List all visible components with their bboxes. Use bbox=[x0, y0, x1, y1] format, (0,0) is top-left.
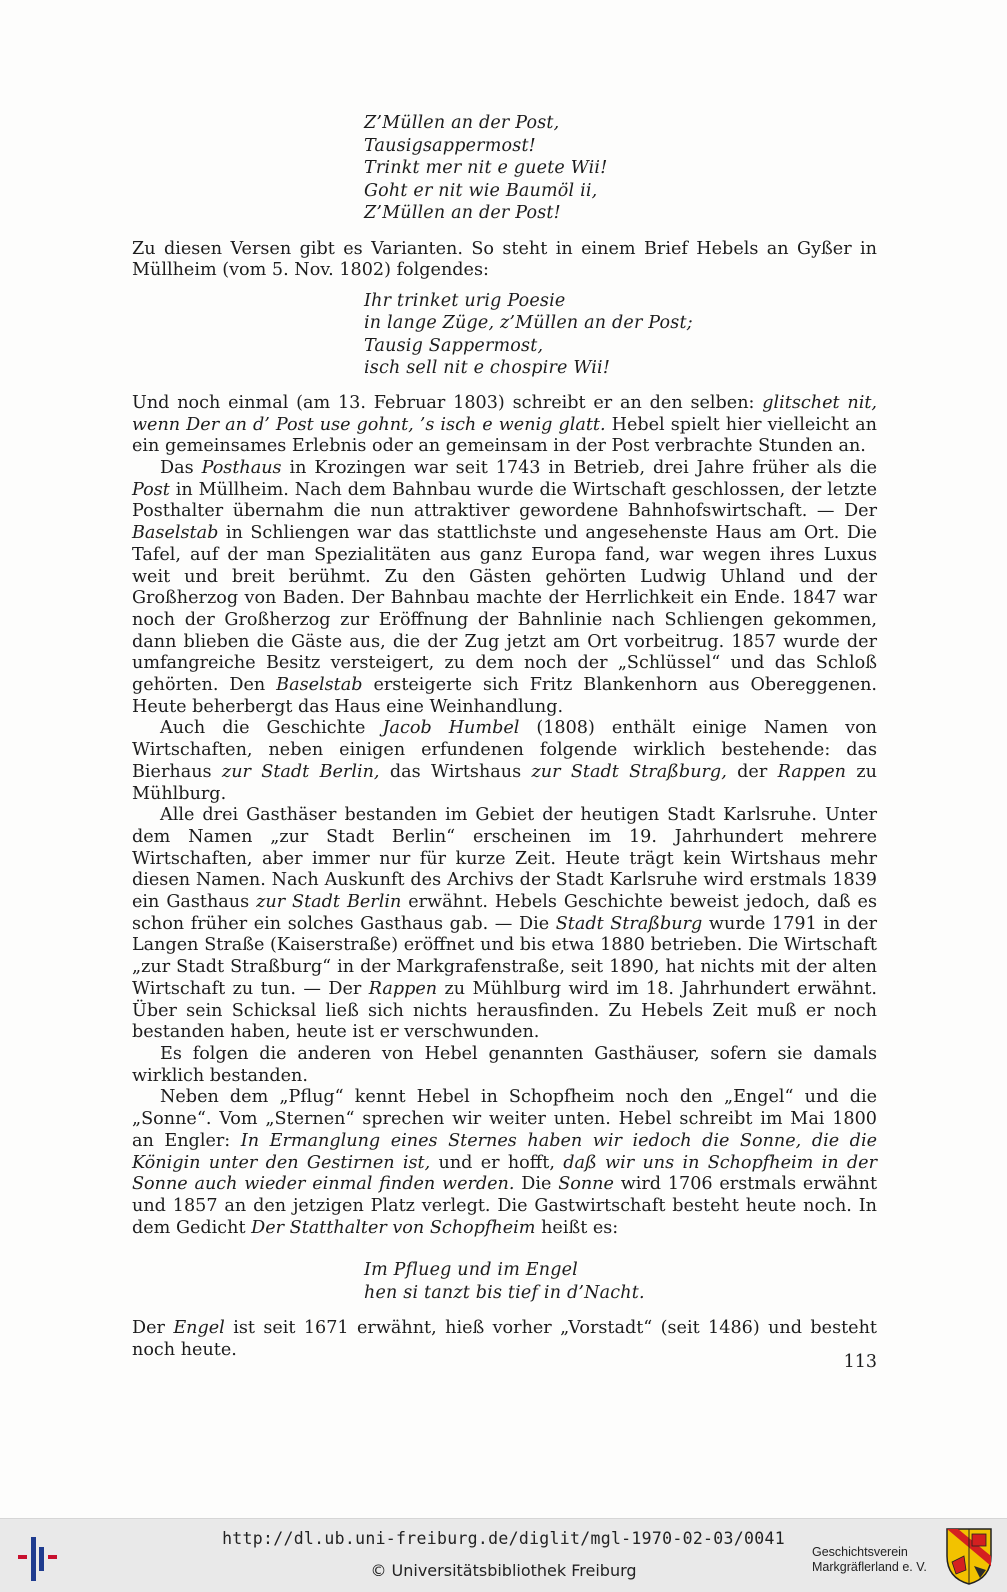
paragraph-jacob-humbel: Auch die Geschichte Jacob Humbel (1808) enthält einige Namen von Wirtschaften, neben einigen erfundenen folgende wirklich bestehende: das Bierhaus zur Stadt Berlin, das Wirtshaus zur Stadt Straßburg, der Rappen zu Mühlburg. bbox=[132, 718, 877, 804]
prose-block-1 bbox=[132, 239, 877, 282]
permalink-url[interactable]: http://dl.ub.uni-freiburg.de/diglit/mgl-1970-02-03/0041 bbox=[222, 1529, 785, 1548]
verse-line: Tausig Sappermost, bbox=[364, 335, 544, 356]
paragraph-posthaus: Das Posthaus in Krozingen war seit 1743 in Betrieb, drei Jahre früher als die Post in Müllheim. Nach dem Bahnbau wurde die Wirtschaft geschlossen, der letzte Posthalter übernahm die nun attraktiver gewordene Bahnhofswirtschaft. — Der Baselstab in Schliengen war das stattlichste und angesehenste Haus am Ort. Die Tafel, auf der man Spezialitäten aus ganz Europa fand, war wegen ihres Luxus weit und breit berühmt. Zu den Gästen gehörten Ludwig Uhland und der Großherzog von Baden. Der Bahnbau machte der Herrlichkeit ein Ende. 1847 war noch der Großherzog zur Eröffnung der Bahnlinie nach Schliengen gekommen, dann blieben die Gäste aus, die der Zug jetzt am Ort vorbeitrug. 1857 wurde der umfangreiche Besitz versteigert, zu dem noch der „Schlüssel“ und das Schloß gehörten. Den Baselstab ersteigerte sich Fritz Blankenhorn aus Obereggenen. Heute beherbergt das Haus eine Weinhandlung. bbox=[132, 458, 877, 717]
verse-line: hen si tanzt bis tief in d’Nacht. bbox=[364, 1282, 645, 1303]
prose-block-3 bbox=[132, 1318, 877, 1361]
paragraph-schopfheim: Neben dem „Pflug“ kennt Hebel in Schopfheim noch den „Engel“ und die „Sonne“. Vom „Sternen“ sprechen wir weiter unten. Hebel schreibt im Mai 1800 an Engler: In Ermanglung eines Sternes haben wir iedoch die Sonne, die die Königin unter den Gestirnen ist, und er hofft, daß wir uns in Schopfheim in der Sonne auch wieder einmal finden werden. Die Sonne wird 1706 erstmals erwähnt und 1857 an den jetzigen Platz verlegt. Die Gastwirtschaft besteht heute noch. In dem Gedicht Der Statthalter von Schopfheim heißt es: bbox=[132, 1087, 878, 1238]
verse-3 bbox=[364, 1259, 877, 1304]
paragraph-letter-1803: Und noch einmal (am 13. Februar 1803) schreibt er an den selben: glitschet nit, wenn Der an d’ Post use gohnt, ’s isch e wenig glatt. Hebel spielt hier vielleicht an ein gemeinsames Erlebnis oder an gemeinsam in der Post verbrachte Stunden an. bbox=[132, 392, 877, 457]
verse-line: Trinkt mer nit e guete Wii! bbox=[364, 158, 608, 178]
prose-block-2 bbox=[132, 393, 877, 1239]
society-line-2: Markgräflerland e. V. bbox=[812, 1560, 927, 1574]
page-number: 113 bbox=[843, 1352, 877, 1372]
verse-line: Im Pflueg und im Engel bbox=[364, 1260, 578, 1281]
paragraph-variants: Zu diesen Versen gibt es Varianten. So steht in einem Brief Hebels an Gyßer in Müllheim (vom 5. Nov. 1802) folgendes: bbox=[132, 238, 877, 281]
verse-line: Z’Müllen an der Post, bbox=[364, 113, 560, 133]
verse-line: Goht er nit wie Baumöl ii, bbox=[364, 180, 598, 201]
footer-bar bbox=[0, 1518, 1007, 1592]
verse-line: Z’Müllen an der Post! bbox=[364, 203, 561, 223]
verse-line: Tausigsappermost! bbox=[364, 135, 536, 156]
verse-2 bbox=[364, 290, 877, 380]
page-content bbox=[132, 112, 877, 1362]
paragraph-engel: Der Engel ist seit 1671 erwähnt, hieß vorher „Vorstadt“ (seit 1486) und besteht noch heute. bbox=[132, 1318, 877, 1361]
verse-1 bbox=[364, 112, 877, 225]
markgraeflerland-crest-icon bbox=[944, 1526, 994, 1586]
verse-line: in lange Züge, z’Müllen an der Post; bbox=[364, 313, 693, 334]
verse-line: isch sell nit e chospire Wii! bbox=[364, 358, 611, 379]
paragraph-other-inns: Es folgen die anderen von Hebel genannten Gasthäuser, sofern sie damals wirklich bestanden. bbox=[132, 1044, 877, 1086]
society-line-1: Geschichtsverein bbox=[812, 1545, 908, 1559]
copyright-notice: © Universitätsbibliothek Freiburg bbox=[370, 1561, 637, 1580]
paragraph-karlsruhe: Alle drei Gasthäser bestanden im Gebiet der heutigen Stadt Karlsruhe. Unter dem Namen „zur Stadt Berlin“ erscheinen im 19. Jahrhundert mehrere Wirtschaften, aber immer nur für kurze Zeit. Heute trägt kein Wirtshaus mehr diesen Namen. Nach Auskunft des Archivs der Stadt Karlsruhe wird erstmals 1839 ein Gasthaus zur Stadt Berlin erwähnt. Hebels Geschichte beweist jedoch, daß es schon früher ein solches Gasthaus gab. — Die Stadt Straßburg wurde 1791 in der Langen Straße (Kaiserstraße) eröffnet und bis etwa 1880 betrieben. Die Wirtschaft „zur Stadt Straßburg“ in der Markgrafenstraße, seit 1890, hat nichts mit der alten Wirtschaft zu tun. — Der Rappen zu Mühlburg wird im 18. Jahrhundert erwähnt. Über sein Schicksal ließ sich nichts herausfinden. Zu Hebels Zeit muß er noch bestanden haben, heute ist er verschwunden. bbox=[132, 805, 878, 1043]
society-name bbox=[812, 1545, 927, 1575]
verse-line: Ihr trinket urig Poesie bbox=[364, 290, 566, 311]
